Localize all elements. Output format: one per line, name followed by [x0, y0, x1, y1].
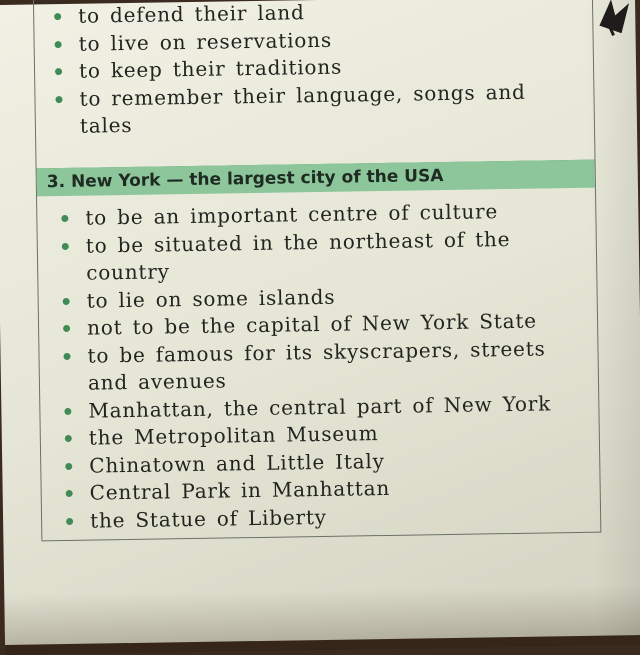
bullet-dot-icon — [63, 325, 70, 332]
bullet-dot-icon — [65, 435, 72, 442]
list-item: to keep their traditions — [49, 50, 569, 86]
section-2-list — [48, 0, 570, 141]
bullet-dot-icon — [66, 517, 73, 524]
bullet-dot-icon — [61, 215, 68, 222]
exercise-frame — [33, 0, 602, 541]
bullet-dot-icon — [63, 297, 70, 304]
bullet-dot-icon — [64, 407, 71, 414]
list-item: to live on reservations — [48, 23, 568, 59]
bullet-dot-icon — [54, 13, 61, 20]
section-3-heading: 3. New York — the largest city of the USA — [46, 166, 444, 193]
section-2-box — [34, 0, 595, 172]
bullet-dot-icon — [63, 352, 70, 359]
list-item: Central Park in Manhattan — [59, 472, 589, 508]
bullet-dot-icon — [62, 242, 69, 249]
list-item: to defend their land — [48, 0, 568, 31]
bullet-dot-icon — [66, 490, 73, 497]
page-shading — [585, 0, 640, 636]
list-item: to be an important centre of culture — [55, 197, 585, 233]
bullet-dot-icon — [55, 41, 62, 48]
page-bottom-shadow — [4, 585, 640, 655]
list-item: Chinatown and Little Italy — [59, 444, 589, 480]
bullet-dot-icon — [55, 68, 62, 75]
bullet-dot-icon — [65, 462, 72, 469]
list-item: to be famous for its skyscrapers, streets and avenues — [57, 334, 588, 397]
list-item: the Metropolitan Museum — [59, 417, 589, 453]
list-item: not to be the capital of New York State — [57, 307, 587, 343]
section-3-list — [55, 197, 590, 535]
list-item: the Statue of Liberty — [60, 499, 590, 535]
list-item: to lie on some islands — [56, 279, 586, 315]
list-item: to be situated in the northeast of the country — [56, 224, 587, 287]
bullet-dot-icon — [55, 96, 62, 103]
list-item: Manhattan, the central part of New York — [58, 389, 588, 425]
list-item: to remember their language, songs and tales — [49, 78, 570, 141]
